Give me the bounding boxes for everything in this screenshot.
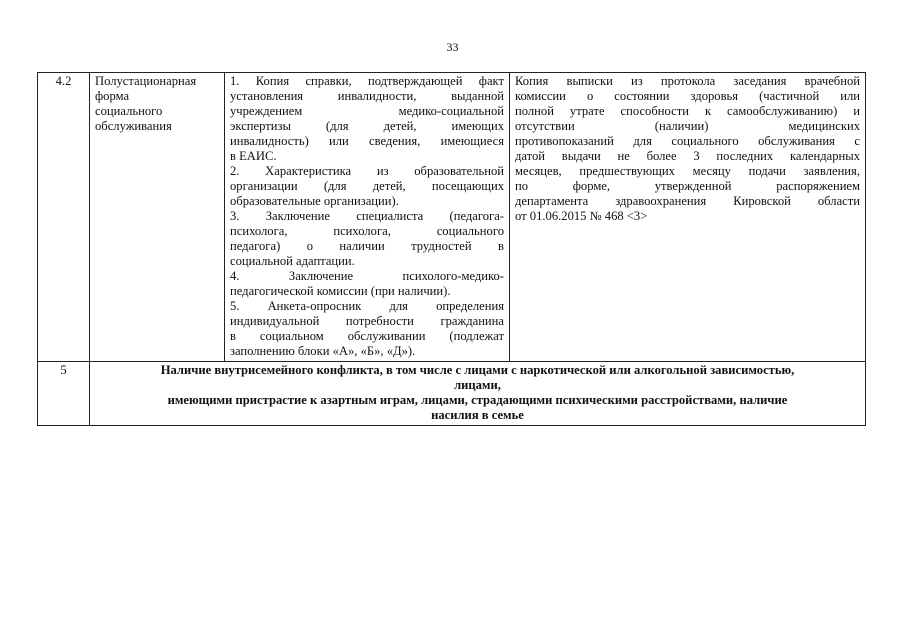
additional-line: месяцев, предшествующих месяцу подачи заявления, — [515, 164, 860, 178]
service-form-line: форма — [95, 89, 130, 103]
section-title-line: имеющими пристрастие к азартным играм, лицами, страдающими психическими расстройствами, наличие — [167, 393, 788, 407]
documents-line: в ЕАИС. — [230, 149, 277, 163]
documents-line: экспертизы (для детей, имеющих — [230, 119, 504, 133]
additional-line: противопоказаний для социального обслуживания с — [515, 134, 860, 148]
documents-line: 3. Заключение специалиста (педагога- — [230, 209, 504, 223]
documents-line: педагога) о наличии трудностей в — [230, 239, 504, 253]
documents-line: 5. Анкета-опросник для определения — [230, 299, 504, 313]
documents-line: организации (для детей, посещающих — [230, 179, 504, 193]
documents-line: 1. Копия справки, подтверждающей факт — [230, 74, 504, 88]
additional-line: комиссии о состоянии здоровья (частичной или — [515, 89, 860, 103]
documents-line: 2. Характеристика из образовательной — [230, 164, 504, 178]
section-title-cell — [90, 362, 866, 426]
page-number: 33 — [446, 40, 459, 54]
documents-line: 4. Заключение психолого-медико- — [230, 269, 504, 283]
table-row-5 — [38, 362, 866, 426]
additional-line: датой выдачи не более 3 последних календарных — [515, 149, 860, 163]
table-row-4-2 — [38, 73, 866, 362]
additional-line: по форме, утвержденной распоряжением — [515, 179, 860, 193]
service-form-line: социального — [95, 104, 163, 118]
additional-line: отсутствии (наличии) медицинских — [515, 119, 860, 133]
documents-line: образовательные организации). — [230, 194, 399, 208]
additional-line: от 01.06.2015 № 468 <3> — [515, 209, 648, 223]
service-form-line: Полустационарная — [95, 74, 197, 88]
additional-line: полной утрате способности к самообслуживанию) и — [515, 104, 860, 118]
additional-line: департамента здравоохранения Кировской области — [515, 194, 860, 208]
section-title-line: насилия в семье — [431, 408, 524, 422]
additional-line: Копия выписки из протокола заседания врачебной — [515, 74, 860, 88]
documents-line: психолога, психолога, социального — [230, 224, 504, 238]
documents-line: инвалидность) или сведения, имеющиеся — [230, 134, 504, 148]
row-number-cell: 5 — [38, 362, 90, 426]
documents-line: заполнению блоки «А», «Б», «Д»). — [230, 344, 416, 358]
documents-line: социальной адаптации. — [230, 254, 355, 268]
documents-line: установления инвалидности, выданной — [230, 89, 504, 103]
documents-line: учреждением медико-социальной — [230, 104, 504, 118]
row-number-cell: 4.2 — [38, 73, 90, 362]
documents-line: в социальном обслуживании (подлежат — [230, 329, 504, 343]
documents-line: индивидуальной потребности гражданина — [230, 314, 504, 328]
section-title-line: лицами, — [454, 378, 501, 392]
service-form-line: обслуживания — [95, 119, 172, 133]
required-documents-cell — [225, 73, 510, 362]
documents-line: педагогической комиссии (при наличии). — [230, 284, 451, 298]
service-form-cell — [90, 73, 225, 362]
section-title-line: Наличие внутрисемейного конфликта, в том числе с лицами с наркотической или алкогольной зависимостью, — [160, 363, 795, 377]
document-table — [37, 72, 866, 426]
additional-documents-cell — [510, 73, 866, 362]
